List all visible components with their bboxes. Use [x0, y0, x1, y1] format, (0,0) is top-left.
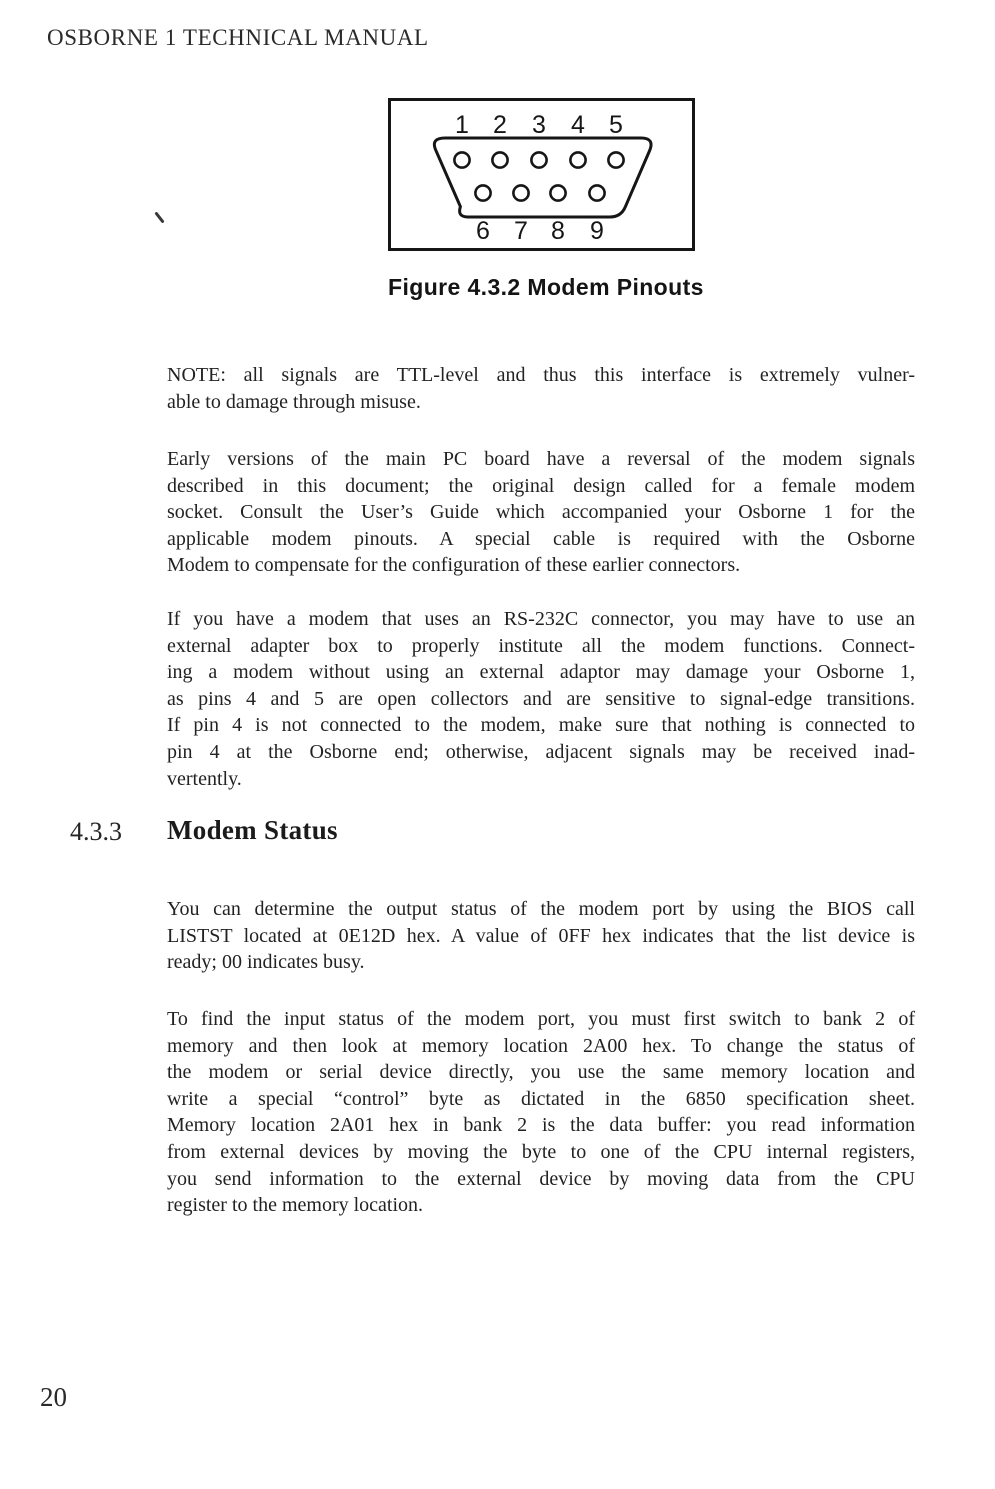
pin-labels-top [455, 111, 623, 139]
modem-connector-diagram [388, 98, 695, 251]
text-line: LISTST located at 0E12D hex. A value of 0FF hex indicates that the list device is [167, 924, 915, 947]
text-line: memory and then look at memory location 2A00 hex. To change the status of [167, 1034, 915, 1057]
text-line: Memory location 2A01 hex in bank 2 is the data buffer: you read information [167, 1114, 915, 1137]
text-line: If you have a modem that uses an RS-232C connector, you may have to use an [167, 608, 915, 630]
pin-label-8: 8 [551, 217, 565, 245]
pin-holes-bottom-row [475, 185, 604, 200]
paragraph-rs232 [167, 606, 915, 792]
text-line: You can determine the output status of the modem port by using the BIOS call [167, 898, 915, 920]
section-title: Modem Status [167, 815, 338, 845]
text-line: as pins 4 and 5 are open collectors and are sensitive to signal-edge transitions. [167, 687, 915, 710]
text-line: external adapter box to properly institute all the modem functions. Connect- [167, 634, 915, 657]
pin-hole-3 [531, 152, 546, 167]
text-line: vertently. [167, 767, 242, 790]
pin-holes-top-row [454, 152, 623, 167]
text-line: NOTE: all signals are TTL-level and thus this interface is extremely vulner- [167, 364, 915, 386]
text-line: from external devices by moving the byte to one of the CPU internal registers, [167, 1140, 915, 1163]
pin-labels-bottom [476, 217, 604, 245]
pin-label-5: 5 [609, 111, 623, 139]
pin-hole-6 [475, 185, 490, 200]
paragraph-early-versions [167, 446, 915, 579]
pin-label-4: 4 [571, 111, 585, 139]
pin-hole-1 [454, 152, 469, 167]
pin-hole-9 [589, 185, 604, 200]
pin-hole-8 [550, 185, 565, 200]
pin-hole-5 [608, 152, 623, 167]
pin-hole-7 [513, 185, 528, 200]
text-line: the modem or serial device directly, you use the same memory location and [167, 1061, 915, 1084]
page-header-title: OSBORNE 1 TECHNICAL MANUAL [47, 25, 429, 50]
section-number: 4.3.3 [70, 817, 122, 846]
text-line: write a special “control” byte as dictated in the 6850 specification sheet. [167, 1087, 915, 1110]
pin-label-2: 2 [493, 111, 507, 139]
paragraph-input-status [167, 1006, 915, 1219]
text-line: register to the memory location. [167, 1194, 424, 1217]
page-number: 20 [40, 1382, 67, 1412]
pin-label-7: 7 [514, 217, 528, 245]
text-line: described in this document; the original design called for a female modem [167, 474, 915, 497]
text-line: ing a modem without using an external adaptor may damage your Osborne 1, [167, 661, 915, 684]
paragraph-output-status [167, 896, 915, 976]
text-line: Modem to compensate for the configuration of these earlier connectors. [167, 554, 741, 577]
pin-label-3: 3 [532, 111, 546, 139]
db9-connector-outline [434, 138, 651, 217]
text-line: able to damage through misuse. [167, 390, 421, 413]
text-line: you send information to the external device by moving data from the CPU [167, 1167, 915, 1190]
scan-artifact-mark [154, 211, 164, 223]
text-line: socket. Consult the User’s Guide which accompanied your Osborne 1 for the [167, 501, 915, 524]
text-line: applicable modem pinouts. A special cable is required with the Osborne [167, 527, 915, 550]
pin-label-9: 9 [590, 217, 604, 245]
pin-hole-4 [570, 152, 585, 167]
text-line: To find the input status of the modem port, you must first switch to bank 2 of [167, 1008, 915, 1030]
text-line: If pin 4 is not connected to the modem, make sure that nothing is connected to [167, 714, 915, 737]
text-line: Early versions of the main PC board have a reversal of the modem signals [167, 448, 915, 470]
pin-label-6: 6 [476, 217, 490, 245]
text-line: pin 4 at the Osborne end; otherwise, adjacent signals may be received inad- [167, 740, 915, 763]
paragraph-note [167, 362, 915, 415]
figure-caption: Figure 4.3.2 Modem Pinouts [388, 274, 704, 300]
text-line: ready; 00 indicates busy. [167, 951, 365, 974]
pin-label-1: 1 [455, 111, 469, 139]
pin-hole-2 [492, 152, 507, 167]
